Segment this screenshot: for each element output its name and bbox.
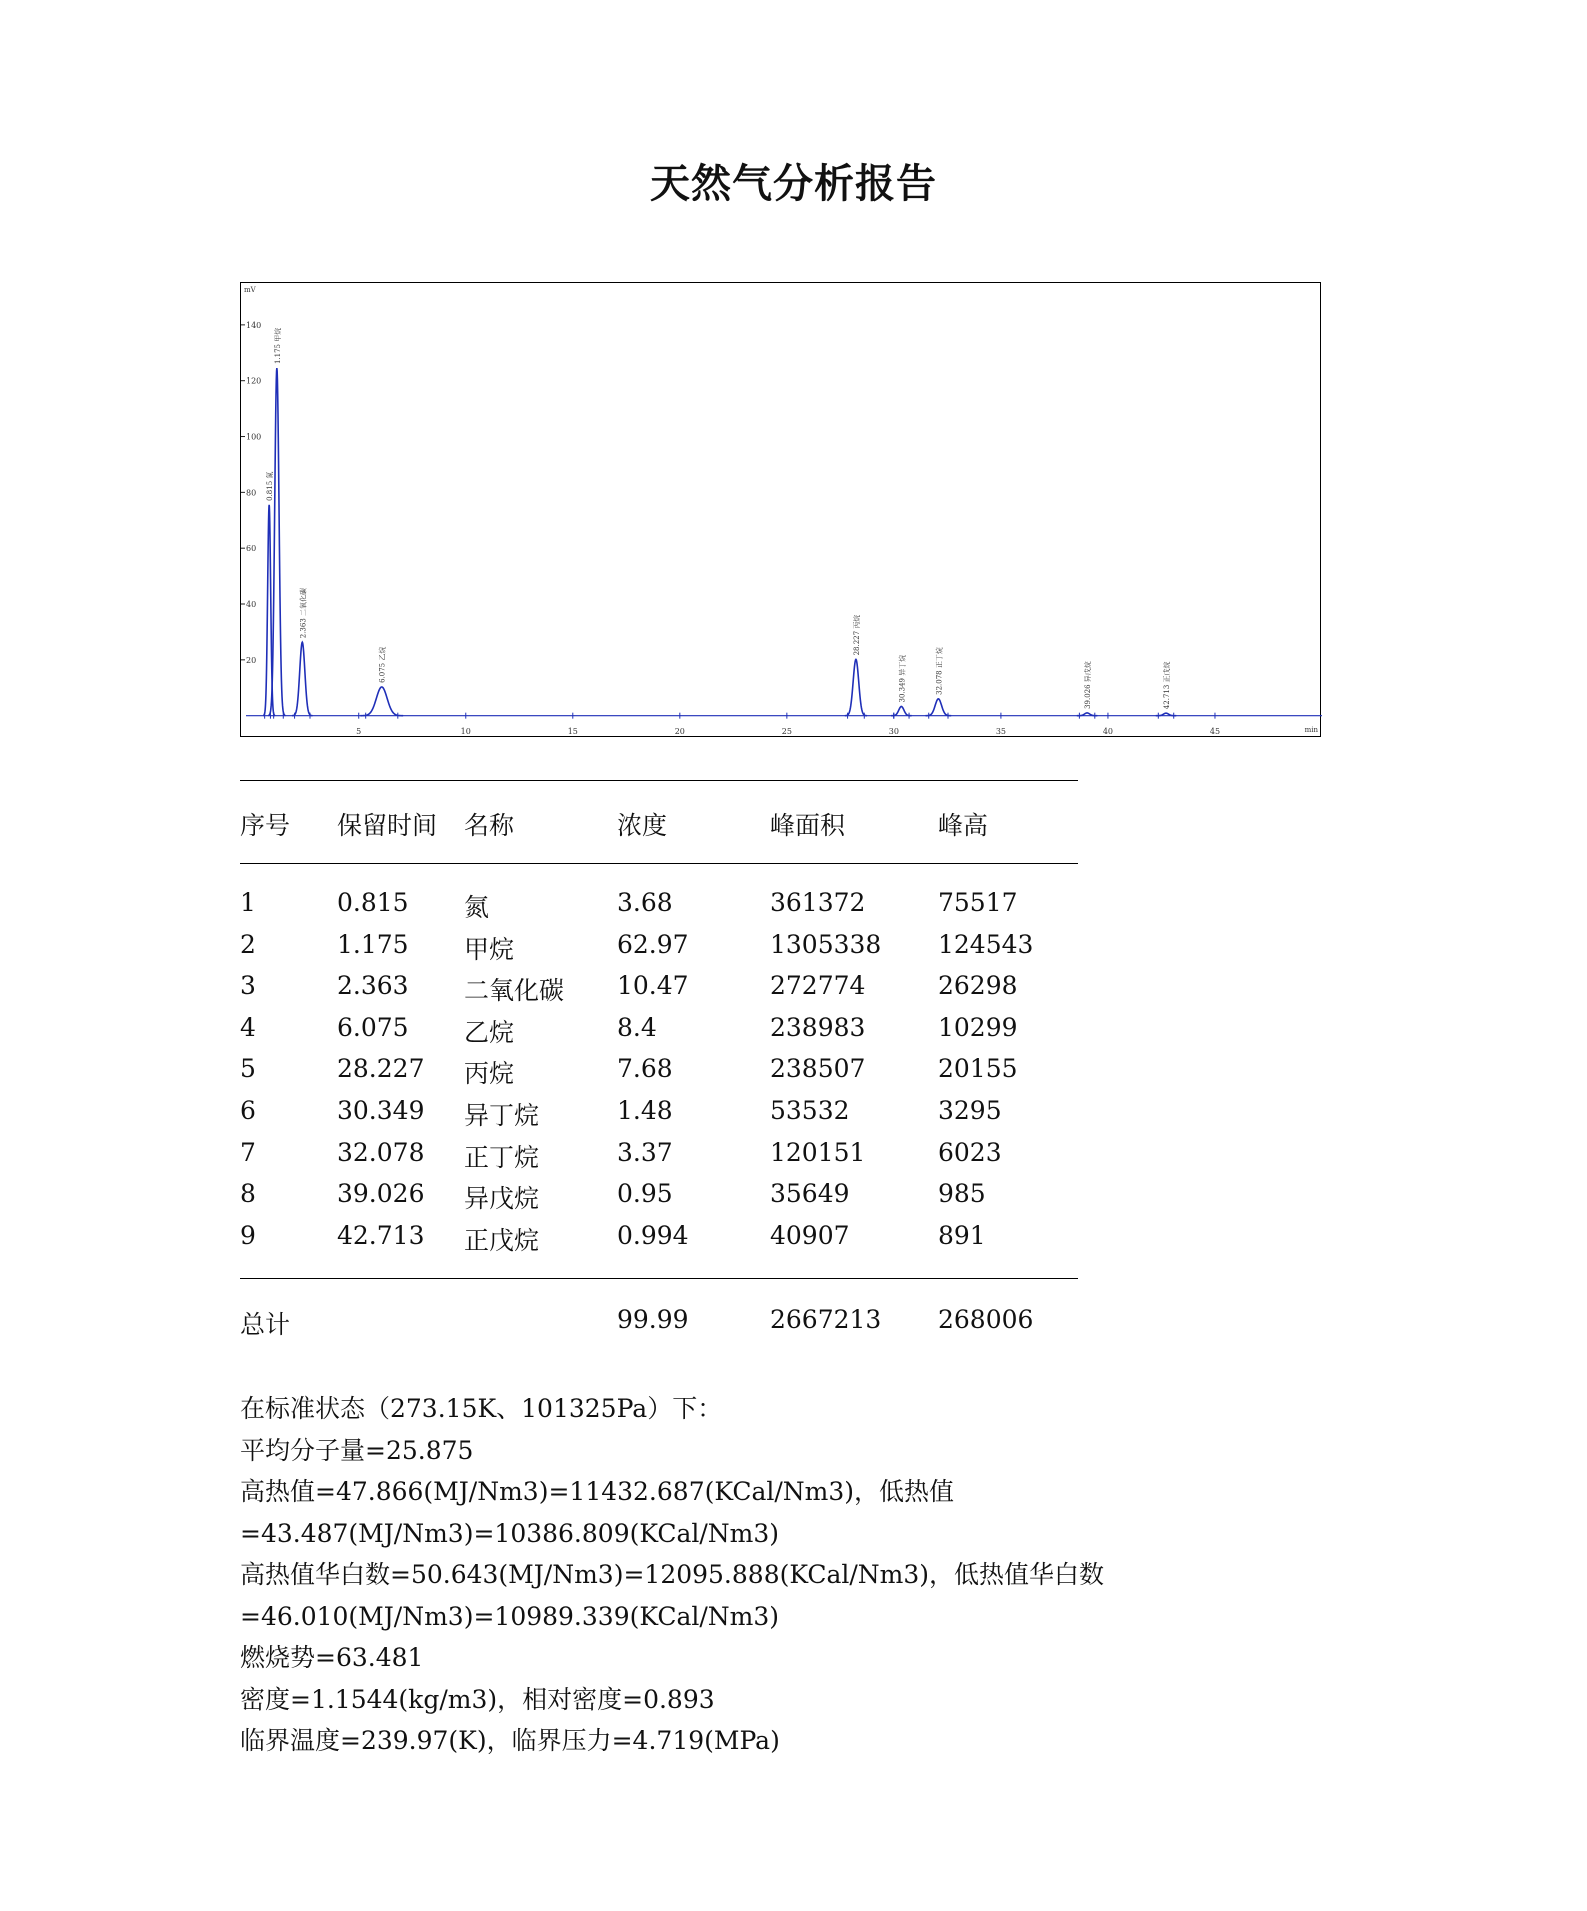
row-peak-area: 1305338 [770,929,882,959]
peak-trace [845,659,867,715]
x-tick-label: 30 [888,727,899,736]
header-concentration: 浓度 [617,811,668,840]
row-retention-time: 6.075 [337,1012,409,1042]
row-retention-time: 39.026 [337,1179,425,1209]
y-tick-label: 140 [246,320,262,330]
row-peak-area: 53532 [770,1096,850,1125]
peak-label: 2.363 二氧化碳 [299,587,308,639]
table-header-row [240,806,1140,840]
table-row [240,1013,1140,1047]
peak-label: 30.349 异丁烷 [898,654,907,703]
header-name: 名称 [464,811,515,840]
row-retention-time: 32.078 [337,1137,425,1167]
row-peak-height: 891 [938,1220,986,1250]
x-tick-label: 10 [460,727,471,736]
row-index: 3 [240,971,256,1001]
row-retention-time: 2.363 [337,971,409,1001]
header-peak-area: 峰面积 [770,811,846,840]
y-tick-label: 60 [246,544,257,554]
table-top-rule [240,780,1078,781]
row-peak-area: 272774 [770,971,866,1001]
total-row [240,1305,1140,1339]
note-wobbe-index-cont: =46.010(MJ/Nm3)=10989.339(KCal/Nm3) [240,1601,780,1631]
row-peak-area: 238507 [770,1054,866,1084]
row-retention-time: 30.349 [337,1096,425,1125]
row-peak-height: 26298 [938,971,1018,1001]
row-concentration: 0.994 [617,1220,689,1250]
x-tick-label: 15 [567,727,578,736]
row-index: 9 [240,1220,256,1250]
chromatogram-svg [241,283,1322,738]
row-name: 正戊烷 [464,1225,540,1255]
peak-label: 39.026 异戊烷 [1084,661,1093,709]
row-name: 异戊烷 [464,1184,540,1214]
table-bottom-rule [240,1278,1078,1279]
results-notes [240,1388,1340,1762]
row-name: 甲烷 [464,934,515,964]
row-peak-height: 124543 [938,929,1034,959]
table-row [240,1221,1140,1255]
peak-label: 1.175 甲烷 [273,327,282,365]
row-retention-time: 0.815 [337,888,409,917]
note-critical: 临界温度=239.97(K)，临界压力=4.719(MPa) [240,1726,780,1755]
row-name: 乙烷 [464,1017,515,1047]
note-wobbe-index: 高热值华白数=50.643(MJ/Nm3)=12095.888(KCal/Nm3)，低热值华白数 [240,1560,1105,1589]
note-molecular-weight: 平均分子量=25.875 [240,1435,474,1465]
peak-label: 42.713 正戊烷 [1163,661,1172,710]
row-peak-area: 361372 [770,888,866,917]
row-name: 二氧化碳 [464,976,565,1006]
peak-label: 28.227 丙烷 [852,614,861,656]
row-peak-area: 40907 [770,1220,850,1250]
x-tick-label: 45 [1209,727,1221,736]
row-peak-height: 6023 [938,1137,1002,1167]
peak-label: 6.075 乙烷 [378,646,387,683]
table-row [240,1138,1140,1172]
table-row [240,1054,1140,1088]
row-concentration: 3.37 [617,1137,673,1167]
x-tick-label: 35 [995,727,1007,736]
total-height: 268006 [938,1305,1034,1334]
row-index: 5 [240,1054,256,1084]
row-peak-height: 3295 [938,1096,1002,1125]
total-concentration: 99.99 [617,1305,689,1334]
row-peak-area: 238983 [770,1012,866,1042]
y-tick-label: 20 [246,655,257,665]
total-area: 2667213 [770,1305,882,1334]
row-peak-area: 120151 [770,1137,866,1167]
peak-trace [360,687,403,716]
total-label: 总计 [240,1310,291,1339]
peak-label: 0.815 氮 [266,471,275,501]
row-retention-time: 1.175 [337,929,409,959]
header-peak-height: 峰高 [938,811,989,840]
y-tick-label: 120 [246,376,262,386]
x-tick-label: 20 [674,727,685,736]
y-axis-label: mV [244,286,256,294]
row-concentration: 8.4 [617,1012,657,1042]
table-row [240,1179,1140,1213]
x-tick-label: 25 [781,727,792,736]
note-density: 密度=1.1544(kg/m3)，相对密度=0.893 [240,1684,715,1714]
row-index: 7 [240,1137,256,1167]
note-heating-value: 高热值=47.866(MJ/Nm3)=11432.687(KCal/Nm3)，低热值 [240,1477,955,1506]
peak-label: 32.078 正丁烷 [935,647,944,695]
row-peak-height: 10299 [938,1012,1018,1042]
x-axis-label: min [1304,726,1318,734]
row-index: 4 [240,1012,256,1042]
header-retention-time: 保留时间 [337,811,438,840]
x-tick-label: 40 [1102,727,1114,736]
row-peak-height: 75517 [938,888,1018,917]
row-name: 丙烷 [464,1059,515,1089]
table-header-rule [240,863,1078,864]
x-tick-label: 5 [356,727,362,736]
note-standard-state: 在标准状态（273.15K、101325Pa）下： [240,1394,723,1423]
row-peak-area: 35649 [770,1179,850,1209]
row-retention-time: 42.713 [337,1220,425,1250]
row-index: 6 [240,1096,256,1125]
y-tick-label: 80 [246,488,257,498]
row-concentration: 10.47 [617,971,689,1001]
table-row [240,971,1140,1005]
y-tick-label: 100 [246,432,262,442]
peak-trace [926,699,952,716]
peak-trace [292,642,313,715]
row-name: 正丁烷 [464,1142,540,1172]
row-index: 8 [240,1179,256,1209]
row-concentration: 62.97 [617,929,689,959]
row-peak-height: 985 [938,1179,986,1209]
row-name: 异丁烷 [464,1101,540,1130]
row-retention-time: 28.227 [337,1054,425,1084]
table-row [240,1096,1140,1130]
row-concentration: 7.68 [617,1054,673,1084]
row-concentration: 1.48 [617,1096,673,1125]
page-title: 天然气分析报告 [650,160,937,207]
row-peak-height: 20155 [938,1054,1018,1084]
y-tick-label: 40 [246,600,257,610]
chromatogram-chart [240,282,1321,737]
note-combustion-potential: 燃烧势=63.481 [240,1643,424,1672]
header-index: 序号 [240,811,291,840]
row-index: 2 [240,929,256,959]
note-heating-value-cont: =43.487(MJ/Nm3)=10386.809(KCal/Nm3) [240,1518,780,1548]
table-row [240,930,1140,964]
row-index: 1 [240,888,256,917]
row-concentration: 0.95 [617,1179,673,1209]
table-row [240,888,1140,922]
row-name: 氮 [464,893,490,922]
row-concentration: 3.68 [617,888,673,917]
